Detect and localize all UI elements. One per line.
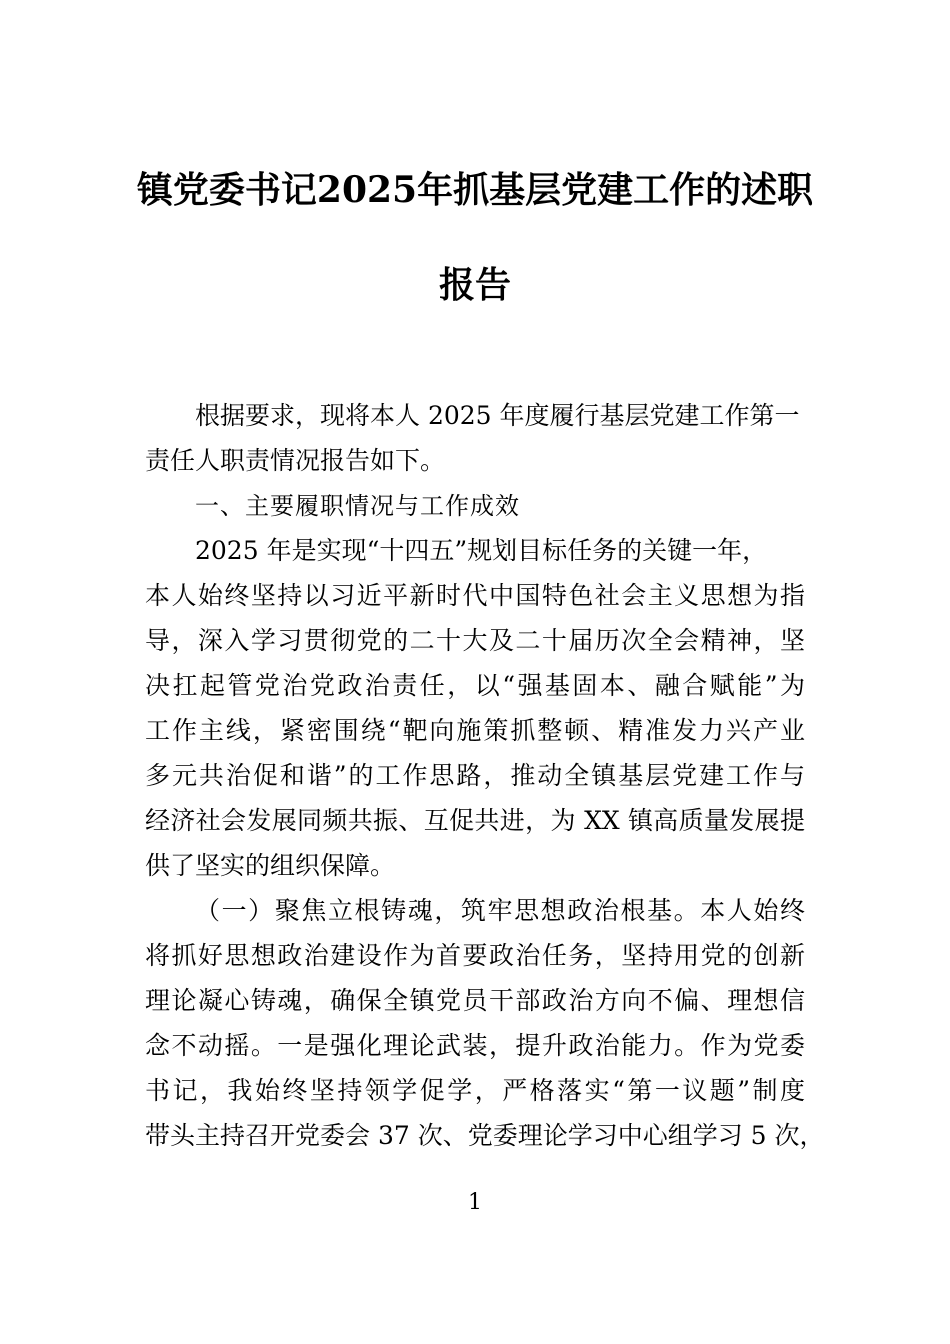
paragraph-2-line-5: 工作主线，紧密围绕“靶向施策抓整顿、精准发力兴产业	[145, 716, 805, 745]
paragraph-2-line-4: 决扛起管党治党政治责任，以“强基固本、融合赋能”为	[145, 671, 805, 700]
paragraph-intro-line-2: 责任人职责情况报告如下。	[145, 446, 446, 475]
paragraph-2-line-2: 本人始终坚持以习近平新时代中国特色社会主义思想为指	[145, 581, 805, 610]
document-title-line-1: 镇党委书记2025年抓基层党建工作的述职	[136, 169, 814, 211]
paragraph-2-line-8: 供了坚实的组织保障。	[145, 851, 396, 880]
paragraph-2-line-6: 多元共治促和谐”的工作思路，推动全镇基层党建工作与	[145, 761, 805, 790]
paragraph-3-line-2: 将抓好思想政治建设作为首要政治任务，坚持用党的创新	[145, 941, 805, 970]
paragraph-2-line-7: 经济社会发展同频共振、互促共进，为 XX 镇高质量发展提	[145, 806, 805, 835]
paragraph-3-line-4: 念不动摇。一是强化理论武装，提升政治能力。作为党委	[145, 1031, 805, 1060]
paragraph-3-line-5: 书记，我始终坚持领学促学，严格落实“第一议题”制度	[145, 1076, 805, 1105]
paragraph-intro-line-1: 根据要求，现将本人 2025 年度履行基层党建工作第一	[195, 401, 800, 430]
paragraph-3-line-3: 理论凝心铸魂，确保全镇党员干部政治方向不偏、理想信	[145, 986, 805, 1015]
paragraph-2-line-1: 2025 年是实现“十四五”规划目标任务的关键一年，	[195, 536, 768, 565]
paragraph-2-line-3: 导，深入学习贯彻党的二十大及二十届历次全会精神，坚	[145, 626, 805, 655]
page-number: 1	[468, 1190, 482, 1215]
paragraph-3-line-1: （一）聚焦立根铸魂，筑牢思想政治根基。本人始终	[195, 896, 805, 925]
document-title-line-2: 报告	[438, 264, 511, 306]
paragraph-3-line-6: 带头主持召开党委会 37 次、党委理论学习中心组学习 5 次，	[145, 1121, 825, 1150]
section-heading-1: 一、主要履职情况与工作成效	[195, 492, 520, 520]
